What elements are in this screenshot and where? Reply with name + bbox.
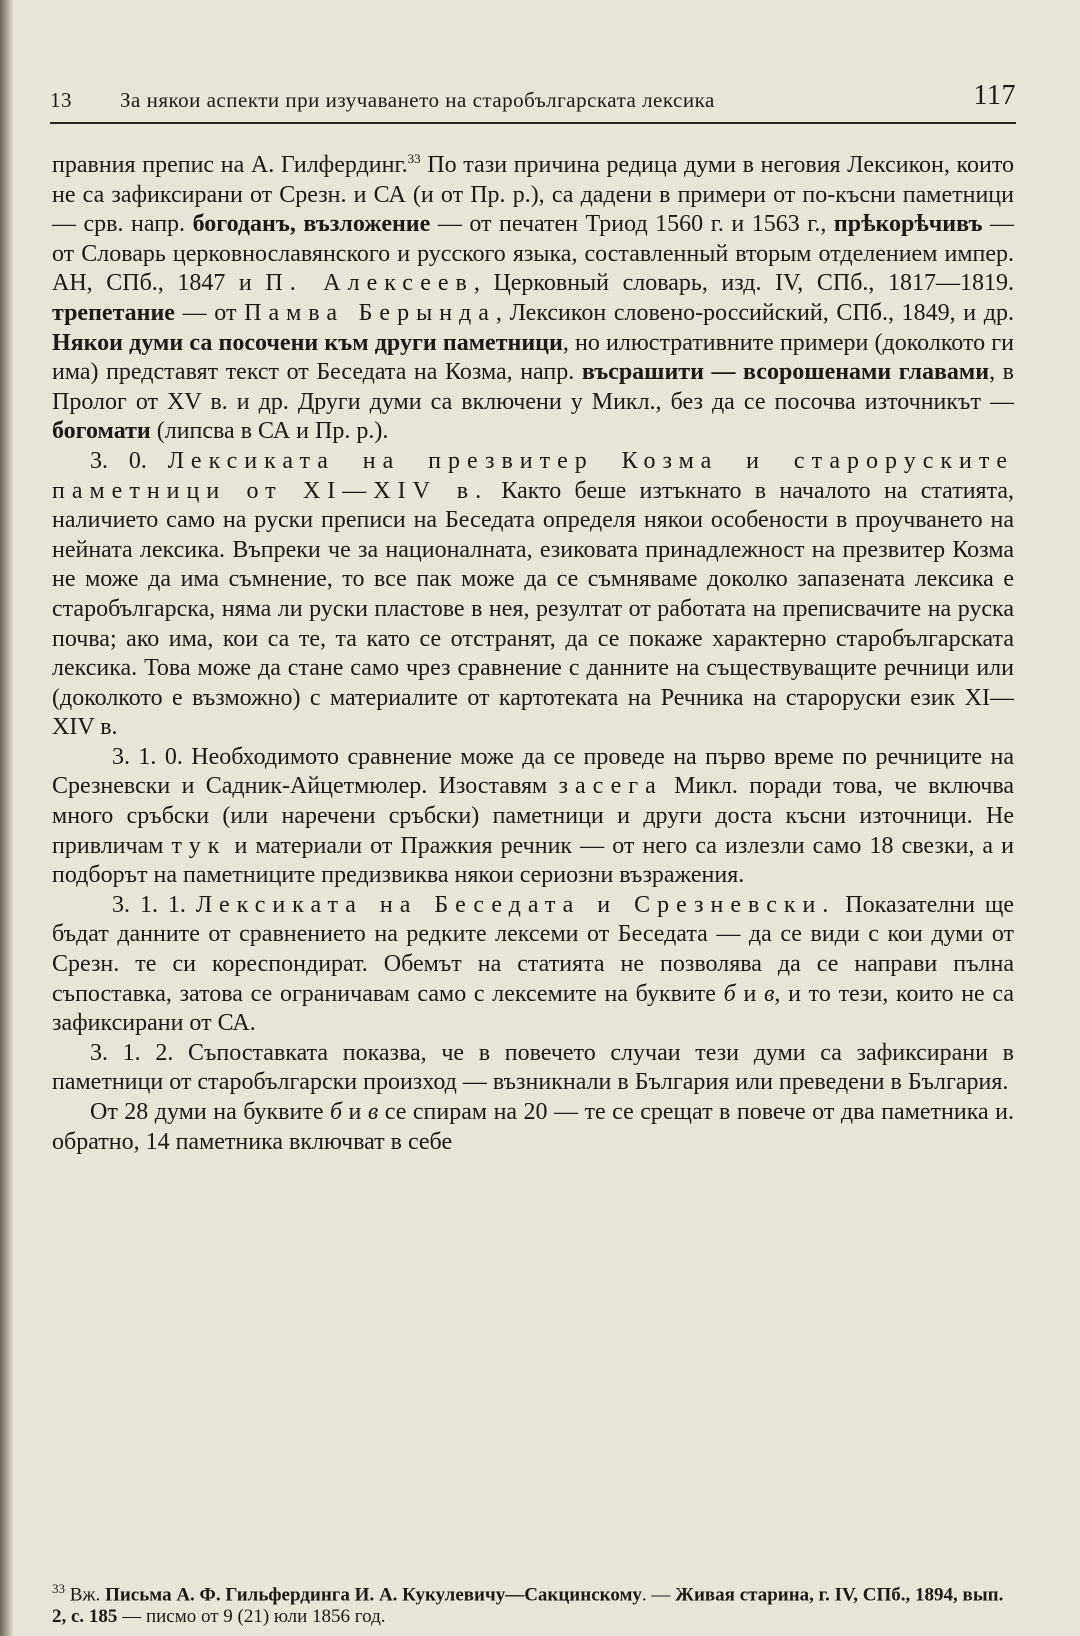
text-run: — от [174,299,245,326]
footnote [52,1578,1014,1628]
text-run: 3. 1. 2. Съпоставката показва, че в повечето случаи тези думи са зафиксирани в паметници от старобългарски произход — възникнали в България или преведени в България. [52,1039,1014,1096]
text-run: 3. 0. [90,447,168,474]
paragraph [52,1098,1014,1157]
running-title: За някои аспекти при изучаването на старобългарската лексика [120,88,715,112]
text-run: и [342,1099,368,1125]
bold-term: въсрашити — всорошенами главами [581,359,990,386]
text-run: в [764,980,775,1007]
text-run: , в Пролог от XV в. и др. Други думи са включени у Микл., без да се посочва източникът — [52,359,1015,415]
bold-term: Някои думи са посочени към други паметници [52,329,563,356]
spaced-text: засега [558,773,663,800]
text-run: Както беше изтъкнато в началото на статията, наличието само на руски преписи на Беседата определя някои особености в проучването на нейната лексика. Въпреки че за националната, езиковата принадлежност на презвитер Козма не може да има съмнение, то все пак може да се съмняваме доколко запазената лексика е старобългарска, няма ли руски пластове в нея, резултат от работата на преписвачите на руска почва; ако има, кои са те, та като се отстранят, да се покаже характерно старобългарската лексика. Това може да стане само чрез сравнение с данните на съществуващите речници или (доколкото е възможно) с материалите от картотеката на Речника на староруски език XI—XIV в. [52,477,1015,741]
paragraph [52,891,1014,1039]
text-run: (липсва в СА и Пр. р.). [150,418,389,445]
paragraph [52,743,1014,891]
text-run: се спирам на 20 — те се срещат в повече от два паметника и. обратно, 14 паметника включват в себе [52,1099,1015,1155]
text-run: , и то тези, които не са зафиксирани от СА. [52,980,1015,1037]
text-run: — писмо от 9 (21) юли 1856 год. [117,1606,386,1628]
spaced-text: Лексиката на Беседата и Срезневски. [195,891,836,918]
spaced-text: Лексиката на презвитер Козма и староруските паметници от XI—XIV в. [52,447,1014,504]
spaced-text: тук [171,832,227,859]
page-number: 117 [973,80,1016,111]
chapter-number: 13 [50,88,72,112]
paragraph [52,144,1014,447]
text-run: От 28 думи на буквите [90,1099,330,1125]
main-text [52,144,1014,1157]
paragraph [52,447,1014,743]
running-header [50,80,1016,120]
footnote-ref: 33 [52,1581,65,1596]
text-run: и [735,980,764,1007]
bold-term: трепетание [52,299,175,326]
text-run: — от печатен Триод 1560 г. и 1563 г., [430,211,834,238]
text-run: б [329,1099,343,1125]
text-run: , Лексикон словено-российский, СПб., 1849, и др. [495,299,1015,326]
bold-term: Живая старина, г. IV, СПб., 1894, вып. 2, с. 185 [52,1584,1004,1628]
text-run: . — [641,1584,676,1606]
text-run: б [723,980,736,1007]
bold-term: богоданъ, възложение [192,211,431,238]
header-rule [50,122,1016,124]
text-run: Показателни ще бъдат данните от сравнението на редките лексеми от Беседата — да се види с кои думи от Срезн. те си кореспондират. Обемът на статията не позволява да се направи пълна съпоставка, затова се ограничавам само с лексемите на буквите [52,891,1014,1007]
text-run: — от Словарь церковнославянского и русского языка, составленный вторым отделением импер. АН, СПб., 1847 и [52,211,1015,297]
bold-term: Письма А. Ф. Гильфердинга И. А. Кукулевичу—Сакцинскому [105,1584,642,1606]
text-run: , Церковный словарь, изд. IV, СПб., 1817—1819. [473,270,1015,297]
bold-term: богомати [52,418,151,445]
bold-term: прѣкорѣчивъ [833,211,983,238]
text-run: , но илюстративните примери (доколкото ги има) представят текст от Беседата на Козма, напр. [52,329,1014,386]
text-run: Микл. поради това, че включва много сръбски (или наречени сръбски) паметници и други доста късни източници. Не привличам [52,773,1014,859]
book-spine-shadow [0,0,14,1636]
text-run: в [367,1099,379,1125]
spaced-text: П. Алексеев [265,270,474,297]
spaced-text: Памва Берында [244,299,496,326]
text-run: Вж. [65,1584,106,1606]
text-run: и материали от Пражкия речник — от него са излезли само 18 свезки, а и подборът на паметниците предизвиква някои сериозни възражения. [52,832,1014,889]
footnote-ref: 33 [407,151,421,166]
text-run: 3. 1. 0. Необходимото сравнение може да се проведе на първо време по речниците на Срезневски и Садник-Айцетмюлер. Изоставям [52,743,1014,800]
text-run: По тази причина редица думи в неговия Лексикон, които не са зафиксирани от Срезн. и СА (и от Пр. р.), са дадени в примери от по-късни паметници — срв. напр. [52,152,1015,238]
paragraph [52,1039,1014,1098]
text-run: 3. 1. 1. [112,891,196,918]
text-run: правния препис на А. Гилфердинг. [52,152,408,178]
